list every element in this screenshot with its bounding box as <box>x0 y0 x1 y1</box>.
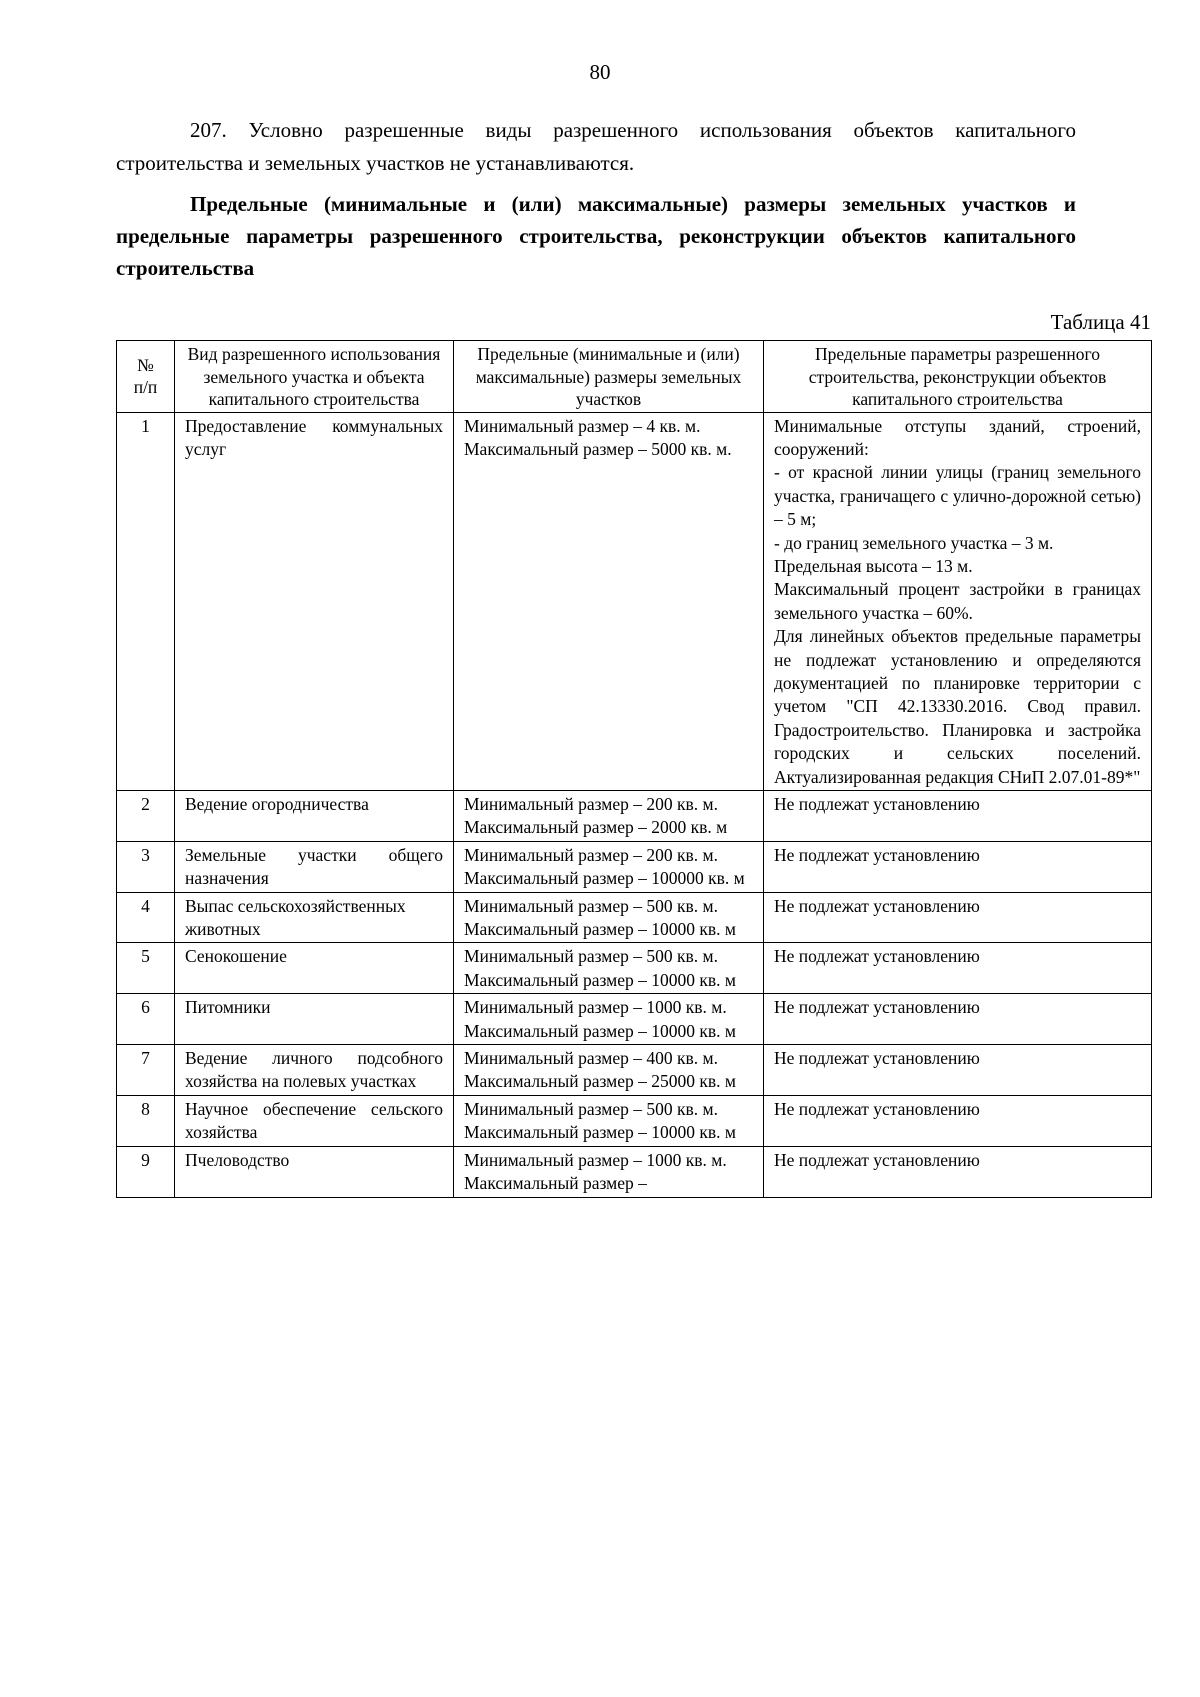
row-num: 4 <box>117 892 175 943</box>
row-params: Не подлежат установлению <box>764 892 1152 943</box>
row-use: Питомники <box>175 994 454 1045</box>
row-use: Выпас сельскохозяйственных животных <box>175 892 454 943</box>
row-size <box>454 892 764 943</box>
row-size <box>454 1146 764 1197</box>
row-num: 2 <box>117 791 175 842</box>
params-line: - до границ земельного участка – 3 м. <box>774 532 1054 553</box>
page-number: 80 <box>589 60 611 84</box>
table-row <box>117 1045 1152 1096</box>
size-max: Максимальный размер – 5000 кв. м. <box>464 438 732 459</box>
table-row <box>117 841 1152 892</box>
row-use: Земельные участки общего назначения <box>175 841 454 892</box>
row-num: 5 <box>117 943 175 994</box>
row-num: 6 <box>117 994 175 1045</box>
row-size <box>454 1045 764 1096</box>
row-params: Не подлежат установлению <box>764 1146 1152 1197</box>
size-max: Максимальный размер – <box>464 1173 647 1194</box>
paragraph-207: 207. Условно разрешенные виды разрешенного использования объектов капитального строительства и земельных участков не устанавливаются. <box>116 118 1076 175</box>
row-num: 3 <box>117 841 175 892</box>
row-use: Ведение огородничества <box>175 791 454 842</box>
header-num-symbol: № <box>137 354 154 375</box>
size-min: Минимальный размер – 1000 кв. м. <box>464 1149 727 1170</box>
row-num: 8 <box>117 1095 175 1146</box>
header-size: Предельные (минимальные и (или) максимальные) размеры земельных участков <box>454 341 764 413</box>
size-max: Максимальный размер – 2000 кв. м <box>464 817 728 838</box>
size-max: Максимальный размер – 10000 кв. м <box>464 1122 736 1143</box>
row-size <box>454 943 764 994</box>
row-num: 1 <box>117 412 175 791</box>
table-row <box>117 892 1152 943</box>
header-num <box>117 341 175 413</box>
size-max: Максимальный размер – 10000 кв. м <box>464 919 736 940</box>
size-min: Минимальный размер – 200 кв. м. <box>464 794 718 814</box>
table-caption: Таблица 41 <box>1050 310 1151 334</box>
size-min: Минимальный размер – 500 кв. м. <box>464 1098 718 1119</box>
row-use: Пчеловодство <box>175 1146 454 1197</box>
row-size <box>454 412 764 791</box>
size-max: Максимальный размер – 10000 кв. м <box>464 969 736 990</box>
row-size <box>454 994 764 1045</box>
size-max: Максимальный размер – 25000 кв. м <box>464 1071 736 1092</box>
size-min: Минимальный размер – 4 кв. м. <box>464 415 701 436</box>
section-heading: Предельные (минимальные и (или) максимальные) размеры земельных участков и предельные параметры разрешенного строительства, реконструкции объектов капитального строительства <box>116 192 1076 280</box>
row-size <box>454 1095 764 1146</box>
table-row <box>117 994 1152 1045</box>
table-header-row <box>117 341 1152 413</box>
header-use: Вид разрешенного использования земельного участка и объекта капитального строительства <box>175 341 454 413</box>
params-line: - от красной линии улицы (границ земельного участка, граничащего с улично-дорожной сетью) – 5 м; <box>774 462 1141 530</box>
header-num-abbr: п/п <box>133 377 158 398</box>
header-params: Предельные параметры разрешенного строительства, реконструкции объектов капитального строительства <box>764 341 1152 413</box>
row-num: 9 <box>117 1146 175 1197</box>
row-use: Ведение личного подсобного хозяйства на полевых участках <box>175 1045 454 1096</box>
row-params: Не подлежат установлению <box>764 943 1152 994</box>
size-max: Максимальный размер – 100000 кв. м <box>464 868 745 889</box>
row-use: Предоставление коммунальных услуг <box>175 412 454 791</box>
row-params: Не подлежат установлению <box>764 841 1152 892</box>
params-line: Максимальный процент застройки в границах земельного участка – 60%. <box>774 579 1141 623</box>
row-params: Не подлежат установлению <box>764 1095 1152 1146</box>
row-params: Не подлежат установлению <box>764 791 1152 842</box>
row-use: Научное обеспечение сельского хозяйства <box>175 1095 454 1146</box>
size-min: Минимальный размер – 500 кв. м. <box>464 895 718 916</box>
regulations-table <box>116 340 1152 1198</box>
row-params: Не подлежат установлению <box>764 1045 1152 1096</box>
table-row <box>117 1095 1152 1146</box>
row-num: 7 <box>117 1045 175 1096</box>
params-line: Для линейных объектов предельные параметры не подлежат установлению и определяются документацией по планировке территории с учетом "СП 42.13330.2016. Свод правил. Градостроительство. Планировка и застройка городских и сельских поселений. Актуализированная редакция СНиП 2.07.01-89*" <box>774 626 1141 787</box>
table-row <box>117 412 1152 791</box>
size-min: Минимальный размер – 1000 кв. м. <box>464 997 727 1018</box>
row-use: Сенокошение <box>175 943 454 994</box>
size-min: Минимальный размер – 500 кв. м. <box>464 946 718 967</box>
params-line: Минимальные отступы зданий, строений, сооружений: <box>774 415 1141 459</box>
table-row <box>117 791 1152 842</box>
row-params <box>764 412 1152 791</box>
size-min: Минимальный размер – 400 кв. м. <box>464 1048 718 1069</box>
row-size <box>454 791 764 842</box>
size-min: Минимальный размер – 200 кв. м. <box>464 844 718 865</box>
table-row <box>117 1146 1152 1197</box>
table-row <box>117 943 1152 994</box>
row-size <box>454 841 764 892</box>
size-max: Максимальный размер – 10000 кв. м <box>464 1020 736 1041</box>
params-line: Предельная высота – 13 м. <box>774 555 973 576</box>
row-params: Не подлежат установлению <box>764 994 1152 1045</box>
